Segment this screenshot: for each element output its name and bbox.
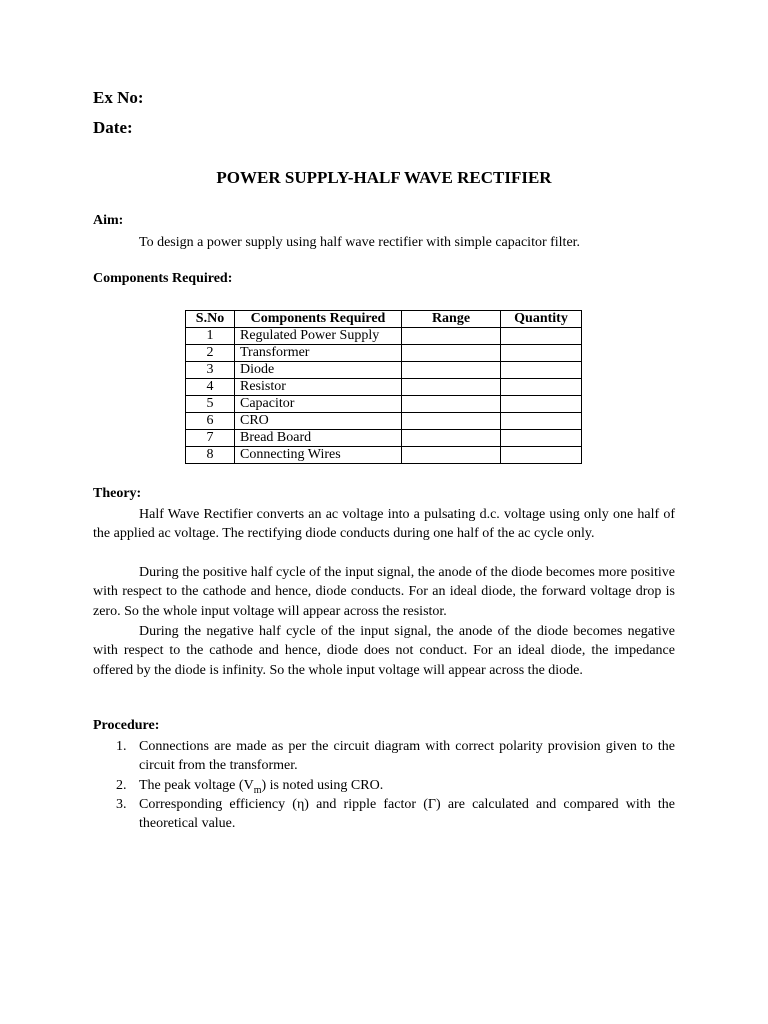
cell-quantity: [501, 345, 582, 362]
theory-paragraph: [93, 563, 675, 621]
cell-range: [402, 328, 501, 345]
step-text: Connections are made as per the circuit diagram with correct polarity provision given to the circuit from the transformer.: [139, 739, 675, 774]
ex-no-label: Ex No:: [93, 88, 144, 107]
table-row: [186, 396, 582, 413]
cell-sno: 3: [186, 362, 235, 379]
table-row: [186, 362, 582, 379]
components-table: [185, 310, 582, 464]
procedure-list: [93, 737, 675, 833]
table-row: [186, 413, 582, 430]
cell-range: [402, 413, 501, 430]
cell-sno: 5: [186, 396, 235, 413]
cell-component: Diode: [235, 362, 402, 379]
cell-range: [402, 430, 501, 447]
table-row: [186, 447, 582, 464]
components-heading: Components Required:: [93, 271, 233, 286]
table-row: [186, 328, 582, 345]
cell-component: Capacitor: [235, 396, 402, 413]
list-item: [93, 795, 675, 834]
table-row: [186, 379, 582, 396]
step-number: 2.: [116, 777, 127, 793]
step-number: 3.: [116, 796, 127, 812]
theory-paragraph: [93, 622, 675, 680]
cell-quantity: [501, 430, 582, 447]
cell-quantity: [501, 396, 582, 413]
cell-quantity: [501, 328, 582, 345]
cell-range: [402, 396, 501, 413]
cell-component: CRO: [235, 413, 402, 430]
cell-range: [402, 345, 501, 362]
theory-paragraph-text: Half Wave Rectifier converts an ac voltage into a pulsating d.c. voltage using only one half of the applied ac voltage. The rectifying diode conducts during one half of the ac cycle only.: [93, 507, 675, 542]
cell-sno: 8: [186, 447, 235, 464]
document-title: POWER SUPPLY-HALF WAVE RECTIFIER: [216, 168, 552, 187]
cell-quantity: [501, 379, 582, 396]
step-text-post: ) is noted using CRO.: [261, 777, 384, 793]
cell-range: [402, 379, 501, 396]
cell-sno: 4: [186, 379, 235, 396]
cell-component: Connecting Wires: [235, 447, 402, 464]
list-item: [93, 776, 675, 795]
aim-text: To design a power supply using half wave rectifier with simple capacitor filter.: [139, 235, 581, 250]
theory-heading: Theory:: [93, 486, 142, 501]
step-text-pre: The peak voltage (V: [139, 777, 254, 793]
list-item: [93, 737, 675, 776]
step-text: Corresponding efficiency (η) and ripple factor (Γ) are calculated and compared with the theoretical value.: [139, 796, 675, 832]
cell-sno: 2: [186, 345, 235, 362]
cell-sno: 6: [186, 413, 235, 430]
procedure-heading: Procedure:: [93, 718, 160, 733]
column-header-components: Components Required: [235, 311, 402, 328]
cell-component: Bread Board: [235, 430, 402, 447]
table-row: [186, 430, 582, 447]
cell-quantity: [501, 413, 582, 430]
cell-quantity: [501, 362, 582, 379]
aim-heading: Aim:: [93, 213, 124, 228]
cell-sno: 1: [186, 328, 235, 345]
cell-quantity: [501, 447, 582, 464]
theory-paragraph: [93, 505, 675, 544]
column-header-range: Range: [402, 311, 501, 328]
cell-sno: 7: [186, 430, 235, 447]
column-header-quantity: Quantity: [501, 311, 582, 328]
table-header-row: [186, 311, 582, 328]
step-subscript: m: [253, 784, 262, 796]
column-header-sno: S.No: [186, 311, 235, 328]
date-label: Date:: [93, 118, 133, 137]
theory-paragraph-text: During the negative half cycle of the input signal, the anode of the diode becomes negative with respect to the cathode and hence, diode does not conduct. For an ideal diode, the impedance offered by the diode is infinity. So the whole input voltage will appear across the diode.: [93, 624, 675, 678]
cell-component: Regulated Power Supply: [235, 328, 402, 345]
cell-component: Transformer: [235, 345, 402, 362]
table-row: [186, 345, 582, 362]
step-number: 1.: [116, 739, 127, 754]
cell-range: [402, 362, 501, 379]
cell-component: Resistor: [235, 379, 402, 396]
theory-paragraph-text: During the positive half cycle of the input signal, the anode of the diode becomes more positive with respect to the cathode and hence, diode conducts. For an ideal diode, the forward voltage drop is zero. So the whole input voltage will appear across the resistor.: [93, 565, 675, 619]
cell-range: [402, 447, 501, 464]
